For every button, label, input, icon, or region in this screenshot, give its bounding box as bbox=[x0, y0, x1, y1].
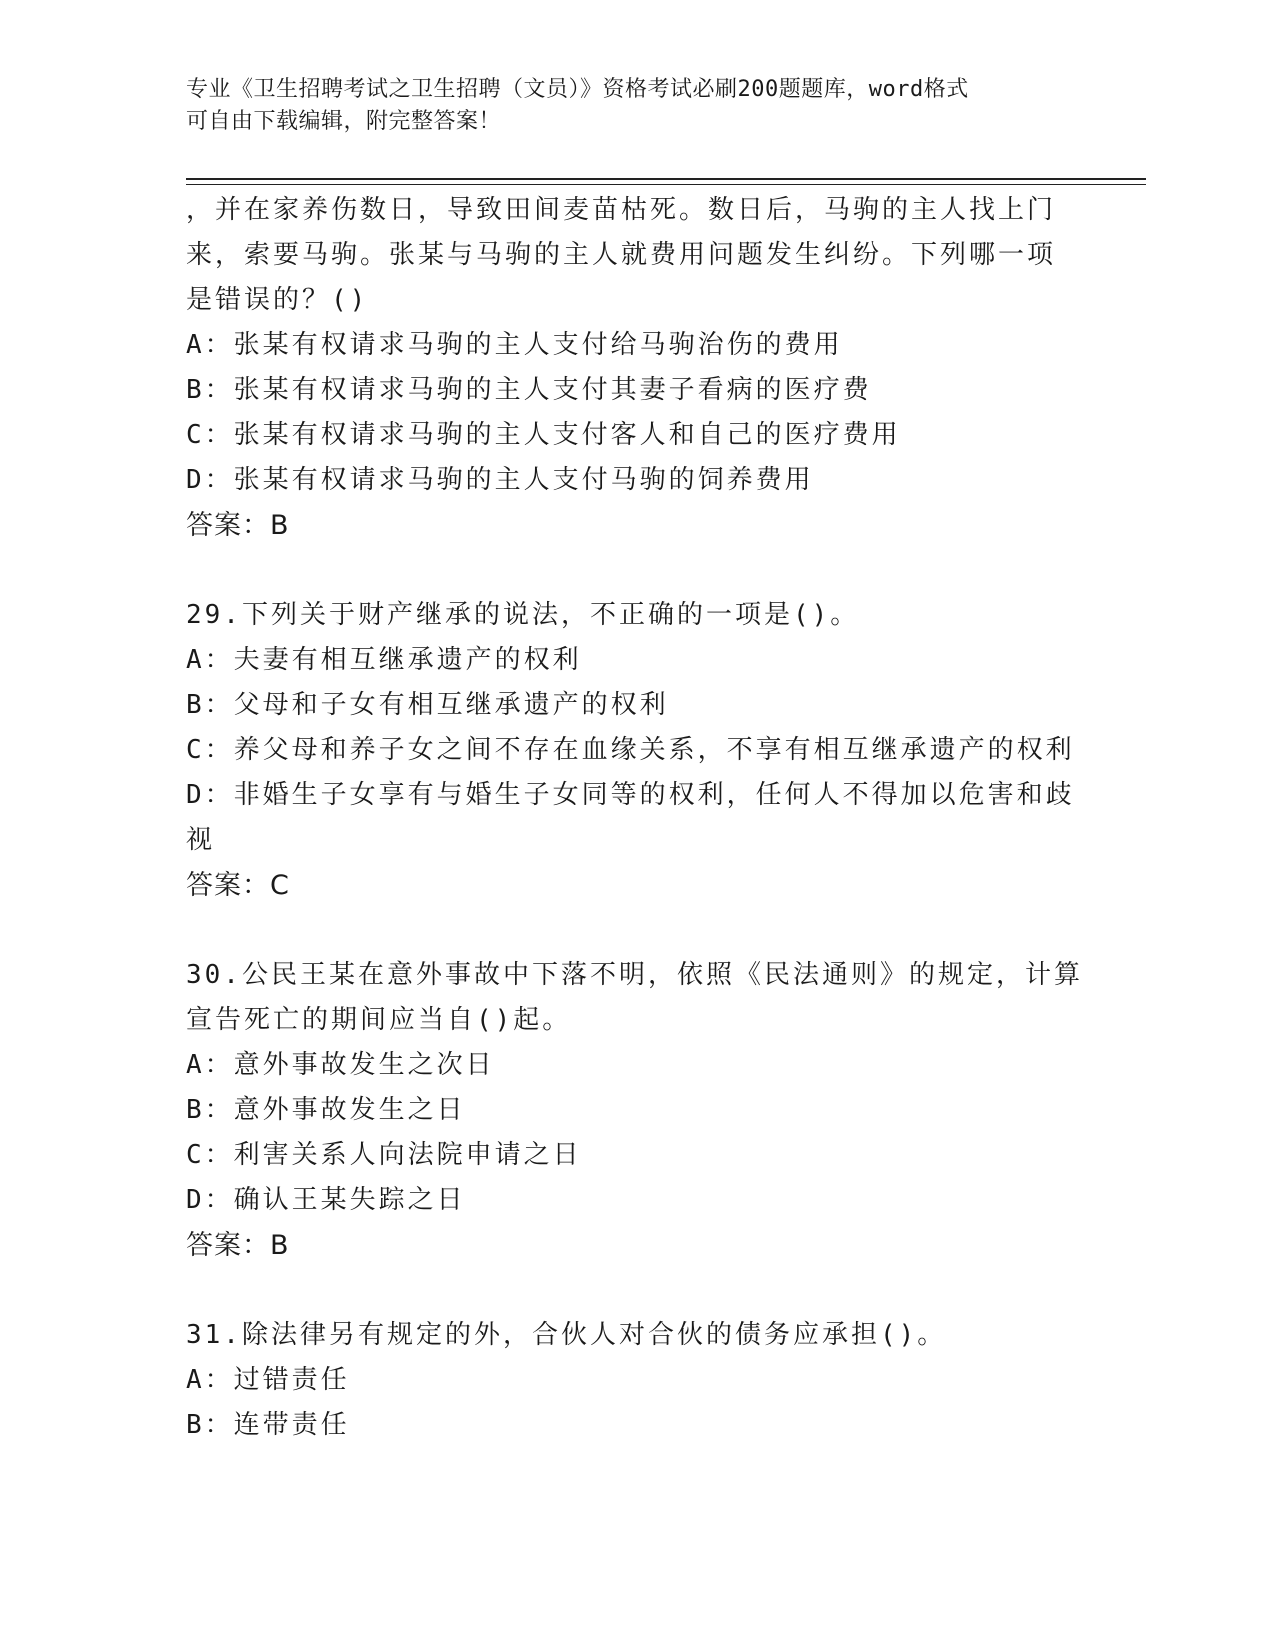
option-b: B：意外事故发生之日 bbox=[186, 1095, 466, 1125]
question-stem-line: 29.下列关于财产继承的说法，不正确的一项是()。 bbox=[186, 600, 860, 630]
option-c: C：养父母和养子女之间不存在血缘关系，不享有相互继承遗产的权利 bbox=[186, 735, 1075, 765]
header-divider-thick bbox=[186, 178, 1146, 180]
question-31 bbox=[186, 1313, 1086, 1448]
question-list bbox=[186, 188, 1086, 1448]
option-b: B：父母和子女有相互继承遗产的权利 bbox=[186, 690, 669, 720]
option-d-continued: 视 bbox=[186, 825, 216, 855]
question-continued bbox=[186, 188, 1086, 548]
option-d: D：非婚生子女享有与婚生子女同等的权利，任何人不得加以危害和歧 bbox=[186, 780, 1075, 810]
spacer bbox=[186, 908, 1086, 953]
answer-line: 答案：B bbox=[186, 510, 290, 541]
option-b: B：连带责任 bbox=[186, 1410, 350, 1440]
header-divider-thin bbox=[186, 184, 1146, 185]
option-a: A：夫妻有相互继承遗产的权利 bbox=[186, 645, 582, 675]
question-stem-line: ，并在家养伤数日，导致田间麦苗枯死。数日后，马驹的主人找上门 bbox=[186, 195, 1057, 225]
option-c: C：利害关系人向法院申请之日 bbox=[186, 1140, 582, 1170]
option-d: D：确认王某失踪之日 bbox=[186, 1185, 466, 1215]
document-header bbox=[186, 74, 1086, 138]
answer-line: 答案：B bbox=[186, 1230, 290, 1261]
question-stem-line: 31.除法律另有规定的外，合伙人对合伙的债务应承担()。 bbox=[186, 1320, 947, 1350]
option-b: B：张某有权请求马驹的主人支付其妻子看病的医疗费 bbox=[186, 375, 872, 405]
question-stem-line: 宣告死亡的期间应当自()起。 bbox=[186, 1005, 572, 1035]
header-title-line-1: 专业《卫生招聘考试之卫生招聘（文员）》资格考试必刷200题题库，word格式 bbox=[186, 77, 969, 102]
option-a: A：过错责任 bbox=[186, 1365, 350, 1395]
spacer bbox=[186, 1268, 1086, 1313]
option-a: A：意外事故发生之次日 bbox=[186, 1050, 495, 1080]
option-c: C：张某有权请求马驹的主人支付客人和自己的医疗费用 bbox=[186, 420, 901, 450]
question-29 bbox=[186, 593, 1086, 908]
spacer bbox=[186, 548, 1086, 593]
header-title-line-2: 可自由下载编辑，附完整答案！ bbox=[186, 109, 502, 134]
question-stem-line: 是错误的？() bbox=[186, 285, 369, 315]
answer-line: 答案：C bbox=[186, 870, 290, 901]
option-d: D：张某有权请求马驹的主人支付马驹的饲养费用 bbox=[186, 465, 814, 495]
option-a: A：张某有权请求马驹的主人支付给马驹治伤的费用 bbox=[186, 330, 843, 360]
question-30 bbox=[186, 953, 1086, 1268]
question-stem-line: 30.公民王某在意外事故中下落不明，依照《民法通则》的规定，计算 bbox=[186, 960, 1083, 990]
question-stem-line: 来，索要马驹。张某与马驹的主人就费用问题发生纠纷。下列哪一项 bbox=[186, 240, 1057, 270]
